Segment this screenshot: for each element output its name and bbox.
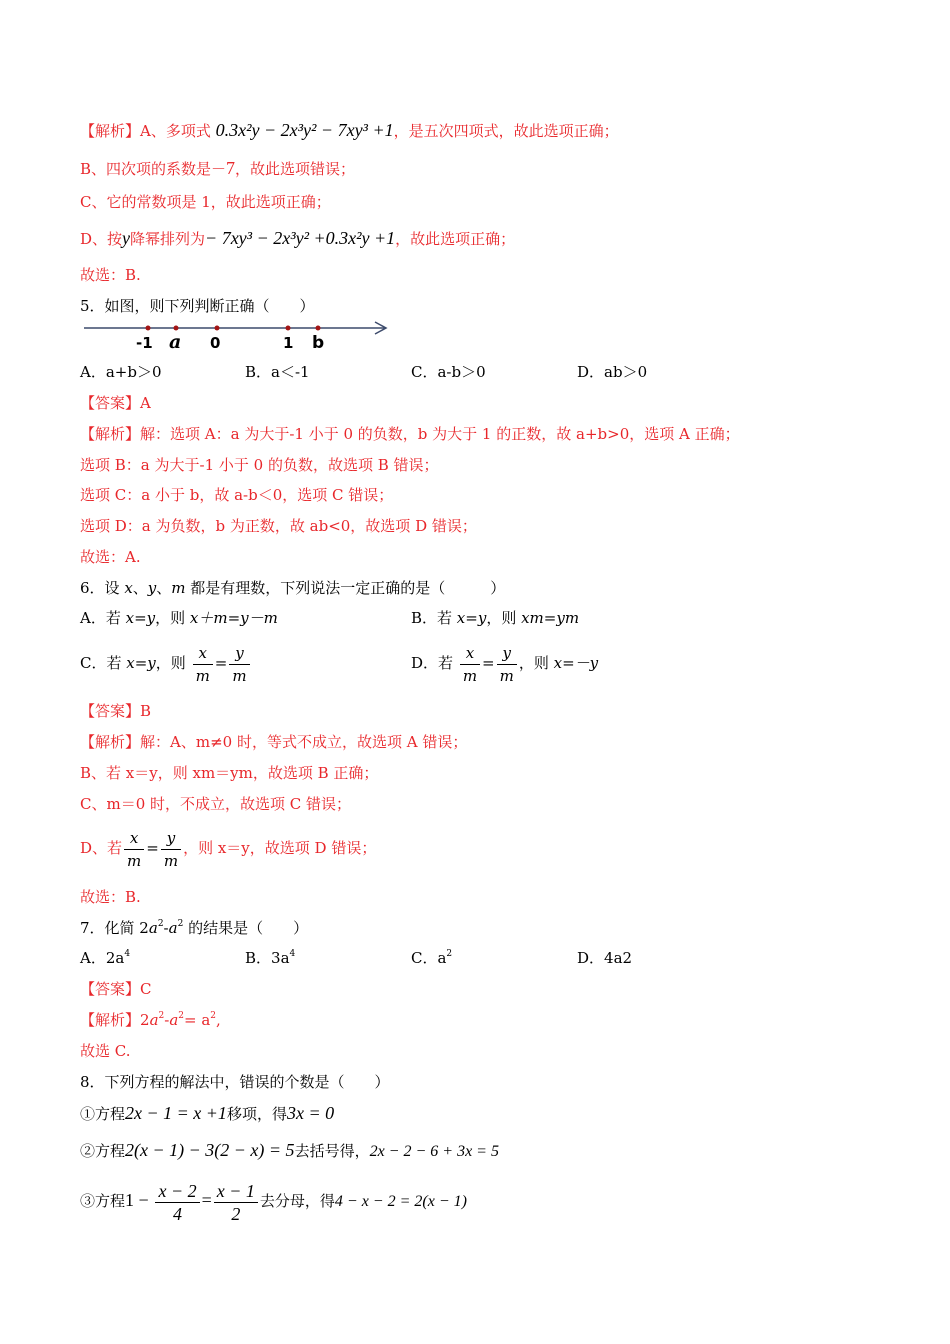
label-b: b: [312, 333, 325, 352]
label-a: a: [169, 331, 182, 352]
q8-item-1: ①方程2x − 1 = x +1移项，得3x = 0: [80, 1103, 335, 1123]
q7-analysis: 【解析】$2a^2-a^2= a^2$,: [80, 1011, 221, 1029]
q6-analysis-line: D、若 $\frac{x}{m}$ = $\frac{y}{m}$ ，则 x＝y，故选项 D 错误；: [80, 828, 377, 870]
q6-analysis: 【解析】解：A、m≠0 时，等式不成立，故选项 A 错误；: [80, 733, 468, 751]
q5-option-d: D．ab＞0: [577, 363, 648, 381]
point-minus-one: [146, 326, 151, 331]
descending-expression: − 7xy³ − 2x³y² +0.3x²y +1: [205, 228, 396, 248]
point-zero: [215, 326, 220, 331]
analysis-tag: 【解析】: [80, 122, 141, 140]
q6-option-a: A．若 x=y，则 x＋m=y－m: [80, 609, 278, 627]
number-line-figure: [80, 318, 400, 352]
q4-analysis-line-3: C、它的常数项是 1，故此选项正确；: [80, 193, 331, 211]
fraction-y-over-m: $\frac{y}{m}$: [161, 827, 181, 872]
q6-analysis-line: B、若 x＝y，则 xm＝ym，故选项 B 正确；: [80, 764, 379, 782]
q7-option-c: C．$a^2$: [411, 949, 453, 967]
fraction-x-over-m: $\frac{x}{m}$: [193, 642, 213, 687]
q4-conclusion: 故选：B.: [80, 266, 141, 284]
label-zero: 0: [210, 334, 221, 352]
fraction-x-over-m: $\frac{x}{m}$: [460, 642, 480, 687]
q7-stem: 7．化简 $2a^2-a^2$ 的结果是（ ）: [80, 919, 309, 937]
q4-analysis-line-4: D、按y降幂排列为− 7xy³ − 2x³y² +0.3x²y +1，故此选项正确；: [80, 228, 516, 248]
fraction-x-minus-1-over-2: $\frac{x - 1}{2}$: [214, 1180, 258, 1225]
q5-option-a: A．a+b＞0: [80, 363, 162, 381]
label-one: 1: [283, 334, 294, 352]
q5-analysis-line: 选项 B：a 为大于-1 小于 0 的负数，故选项 B 错误；: [80, 456, 439, 474]
q6-option-c: C．若 x=y，则 $\frac{x}{m}$ = $\frac{y}{m}$: [80, 638, 252, 688]
q7-option-d: D．4a2: [577, 949, 633, 967]
fraction-x-over-m: $\frac{x}{m}$: [124, 827, 144, 872]
q6-option-b: B．若 x=y，则 xm=ym: [411, 609, 580, 627]
point-b: [316, 326, 321, 331]
q4-analysis-line-2: B、四次项的系数是－7，故此选项错误；: [80, 158, 356, 178]
q7-option-b: B．$3a^4$: [245, 949, 296, 967]
q6-stem: 6．设 x、y、m 都是有理数，下列说法一定正确的是（ ）: [80, 579, 506, 597]
polynomial-expression: 0.3x²y − 2x³y² − 7xy³ +1: [215, 120, 394, 140]
fraction-x-minus-2-over-4: $\frac{x - 2}{4}$: [155, 1180, 199, 1225]
q8-item-3: ③方程1 − $\frac{x - 2}{4}$ = $\frac{x - 1}{2}$ 去分母，得4 − x − 2 = 2(x − 1): [80, 1180, 467, 1224]
q7-answer: 【答案】C: [80, 980, 152, 998]
q6-option-d: D．若 $\frac{x}{m}$ = $\frac{y}{m}$ ，则 x=－y: [411, 643, 599, 685]
label-minus-one: -1: [136, 334, 153, 352]
q8-item-2: ②方程2(x − 1) − 3(2 − x) = 5去括号得，2x − 2 − 6 + 3x = 5: [80, 1140, 499, 1160]
q5-analysis-line: 选项 C：a 小于 b，故 a-b＜0，选项 C 错误；: [80, 486, 394, 504]
q7-conclusion: 故选 C.: [80, 1042, 131, 1060]
point-a: [174, 326, 179, 331]
q5-answer: 【答案】A: [80, 394, 151, 412]
q5-conclusion: 故选：A.: [80, 548, 141, 566]
q8-stem: 8．下列方程的解法中，错误的个数是（ ）: [80, 1073, 390, 1091]
q5-option-b: B．a＜-1: [245, 363, 310, 381]
q6-conclusion: 故选：B.: [80, 888, 141, 906]
fraction-y-over-m: $\frac{y}{m}$: [497, 642, 517, 687]
point-one: [286, 326, 291, 331]
q5-analysis-line: 选项 D：a 为负数，b 为正数，故 ab<0，故选项 D 错误；: [80, 517, 477, 535]
q5-analysis: 【解析】解：选项 A：a 为大于-1 小于 0 的负数，b 为大于 1 的正数，故 a+b>0，选项 A 正确；: [80, 425, 740, 443]
q4-analysis-line-1: 【解析】A、多项式 0.3x²y − 2x³y² − 7xy³ +1，是五次四项式，故此选项正确；: [80, 120, 619, 140]
q7-option-a: A．$2a^4$: [80, 949, 131, 967]
q6-analysis-line: C、m＝0 时，不成立，故选项 C 错误；: [80, 795, 352, 813]
q5-stem: 5．如图，则下列判断正确（ ）: [80, 297, 315, 315]
fraction-y-over-m: $\frac{y}{m}$: [229, 642, 249, 687]
q6-answer: 【答案】B: [80, 702, 152, 720]
q5-option-c: C．a-b＞0: [411, 363, 486, 381]
